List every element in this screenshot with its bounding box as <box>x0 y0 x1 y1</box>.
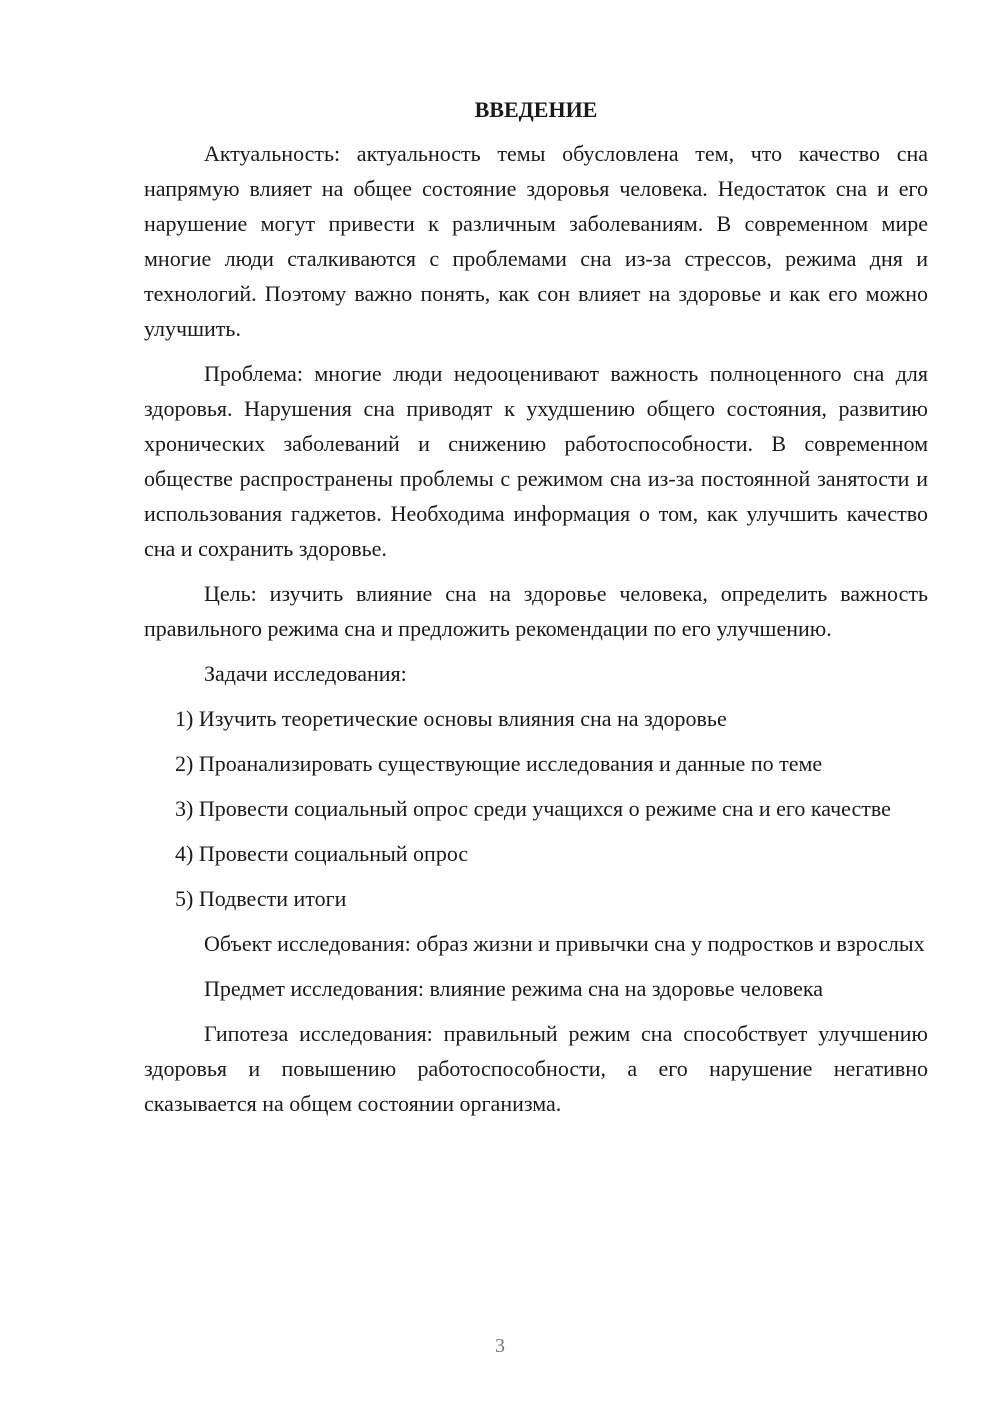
problem-paragraph: Проблема: многие люди недооценивают важность полноценного сна для здоровья. Нарушения сна приводят к ухудшению общего состояния, развитию хронических заболеваний и снижению работоспособности. В современном обществе распространены проблемы с режимом сна из-за постоянной занятости и использования гаджетов. Необходима информация о том, как улучшить качество сна и сохранить здоровье. <box>144 361 928 561</box>
hypothesis-paragraph: Гипотеза исследования: правильный режим сна способствует улучшению здоровья и повышению работоспособности, а его нарушение негативно сказывается на общем состоянии организма. <box>144 1021 928 1116</box>
goal-paragraph: Цель: изучить влияние сна на здоровье человека, определить важность правильного режима сна и предложить рекомендации по его улучшению. <box>144 581 928 641</box>
relevance-paragraph: Актуальность: актуальность темы обусловлена тем, что качество сна напрямую влияет на общее состояние здоровья человека. Недостаток сна и его нарушение могут привести к различным заболеваниям. В современном мире многие люди сталкиваются с проблемами сна из-за стрессов, режима дня и технологий. Поэтому важно понять, как сон влияет на здоровье и как его можно улучшить. <box>144 141 928 341</box>
task-item-3: 3) Провести социальный опрос среди учащихся о режиме сна и его качестве <box>175 796 891 821</box>
document-page <box>144 92 928 1131</box>
document-title: ВВЕДЕНИЕ <box>474 97 598 122</box>
object-paragraph: Объект исследования: образ жизни и привычки сна у подростков и взрослых <box>204 931 925 956</box>
task-item-2: 2) Проанализировать существующие исследования и данные по теме <box>175 751 823 776</box>
task-item-4: 4) Провести социальный опрос <box>175 841 469 866</box>
task-item-5: 5) Подвести итоги <box>175 886 347 911</box>
page-number: 3 <box>495 1335 505 1357</box>
tasks-heading: Задачи исследования: <box>204 661 407 686</box>
subject-paragraph: Предмет исследования: влияние режима сна на здоровье человека <box>204 976 823 1001</box>
task-item-1: 1) Изучить теоретические основы влияния сна на здоровье <box>175 706 727 731</box>
